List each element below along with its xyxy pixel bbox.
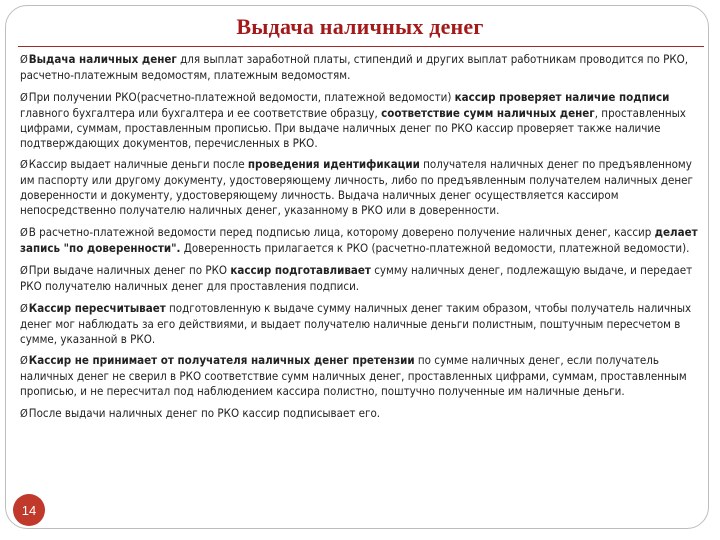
emphasis-text: проведения идентификации [247, 157, 420, 172]
body-text: После выдачи наличных денег по РКО кассир подписывает его. [28, 406, 381, 421]
arrow-bullet-icon: Ø [20, 226, 28, 240]
emphasis-text: Кассир пересчитывает [28, 300, 166, 315]
arrow-bullet-icon: Ø [20, 53, 28, 66]
arrow-bullet-icon: Ø [20, 90, 28, 104]
bullet-paragraph [20, 90, 700, 151]
body-text: по сумме наличных денег, если получатель наличных денег не сверил в РКО соответствие сумм наличных денег, проставленных цифрами, суммам, проставленным прописью, и не пересчитал под наблюдением кассира полистно, поштучно полученные им наличные деньги. [20, 353, 687, 399]
bullet-paragraph [20, 225, 700, 256]
body-text: При получении РКО(расчетно-платежной ведомости, платежной ведомости) [28, 89, 455, 104]
body-text: Кассир выдает наличные деньги после [28, 157, 248, 172]
body-text: При выдаче наличных денег по РКО [28, 262, 231, 277]
bullet-paragraph [20, 157, 700, 218]
body-text: получателя наличных денег по предъявленному им паспорту или другому документу, удостоверяющему личность, либо по предъявленным получателем наличных денег доверенности и документу, удостоверяющему личность. Выдача наличных денег осуществляется кассиром непосредственно получателю наличных денег, указанному в РКО или в доверенности. [20, 157, 693, 218]
emphasis-text: Выдача наличных денег [28, 52, 177, 66]
body-text: для выплат заработной платы, стипендий и других выплат работникам проводится по РКО, расчетно-платежным ведомостям, платежным ведомостям. [20, 52, 689, 82]
arrow-bullet-icon: Ø [20, 263, 28, 277]
body-text: В расчетно-платежной ведомости перед подписью лица, которому доверено получение наличных денег, кассир [28, 225, 655, 240]
emphasis-text: кассир подготавливает [230, 262, 371, 277]
bullet-paragraph [20, 301, 700, 347]
emphasis-text: Кассир не принимает от получателя наличных денег претензии [28, 353, 415, 368]
emphasis-text: соответствие сумм наличных денег [381, 105, 595, 120]
body-text: сумму наличных денег, подлежащую выдаче, и передает РКО получателю наличных денег для проставления подписи. [20, 262, 693, 293]
bullet-paragraph [20, 406, 700, 422]
body-text: подготовленную к выдаче сумму наличных денег таким образом, чтобы получатель наличных денег мог наблюдать за его действиями, и выдает получателю наличные деньги полистным, поштучным пересчетом в сумме, указанной в РКО. [20, 300, 692, 346]
slide-body [20, 52, 700, 429]
slide-title: Выдача наличных денег [236, 14, 484, 39]
arrow-bullet-icon: Ø [20, 158, 28, 172]
page-number-badge: 14 [13, 494, 45, 526]
bullet-paragraph [20, 52, 700, 83]
arrow-bullet-icon: Ø [20, 407, 28, 421]
body-text: главного бухгалтера или бухгалтера и ее соответствие образцу, [20, 105, 382, 120]
emphasis-text: кассир проверяет наличие подписи [454, 89, 670, 104]
emphasis-text: делает запись "по доверенности". [20, 225, 698, 255]
arrow-bullet-icon: Ø [20, 354, 28, 368]
body-text: Доверенность прилагается к РКО (расчетно-платежной ведомости, платежной ведомости). [180, 240, 690, 255]
bullet-paragraph [20, 353, 700, 399]
arrow-bullet-icon: Ø [20, 301, 28, 315]
title-divider [18, 46, 704, 47]
body-text: , проставленных цифрами, суммам, проставленным прописью. При выдаче наличных денег по РКО кассир проверяет также наличие подтверждающих документов, перечисленных в РКО. [20, 105, 686, 150]
bullet-paragraph [20, 263, 700, 294]
